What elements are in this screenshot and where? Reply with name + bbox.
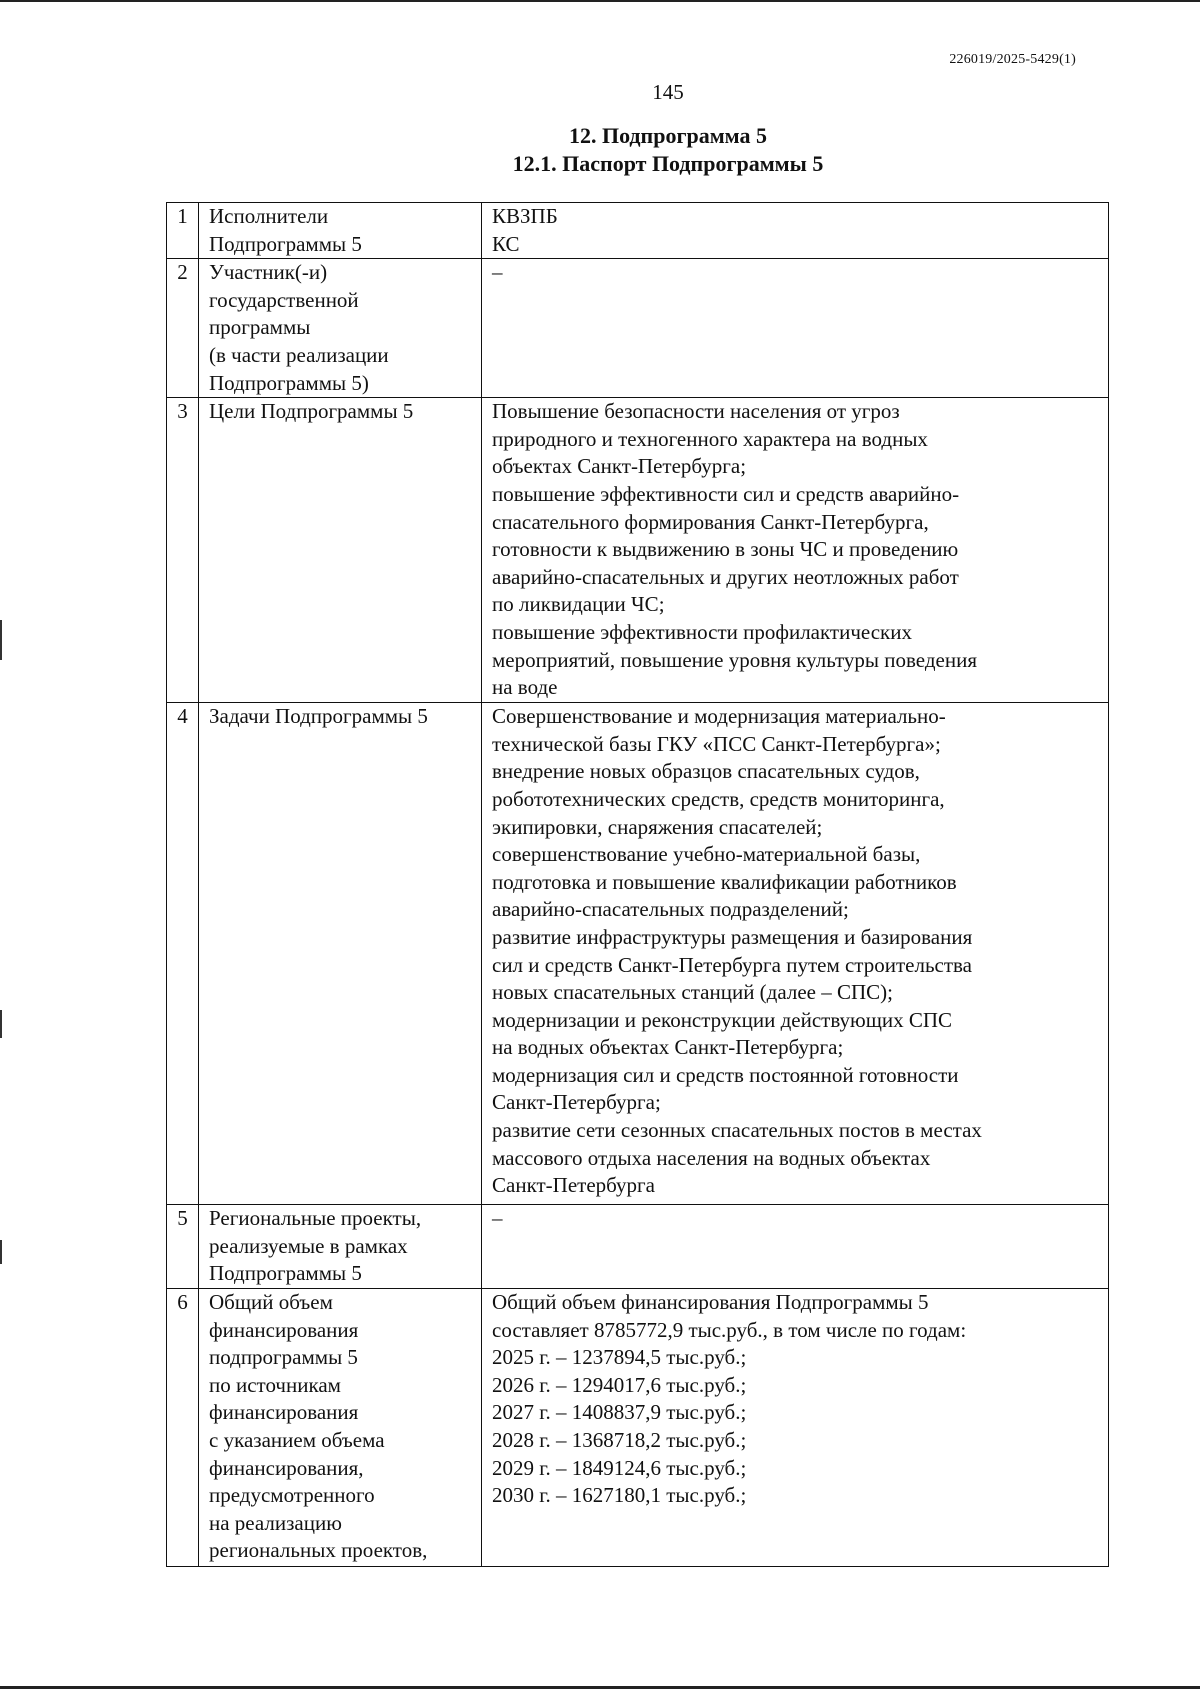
row-content-line: –: [492, 1206, 503, 1231]
document-id: 226019/2025-5429(1): [949, 52, 1076, 67]
table-row: [167, 703, 1109, 1205]
row-number: 6: [167, 1288, 199, 1566]
scan-edge-mark: [0, 1240, 2, 1264]
row-content-line: природного и техногенного характера на водных: [492, 426, 928, 451]
row-content-line: робототехнических средств, средств мониторинга,: [492, 786, 945, 811]
table-row: [167, 398, 1109, 703]
row-label-line: программы: [209, 315, 311, 340]
row-content-line: массового отдыха населения на водных объектах: [492, 1145, 931, 1170]
row-label-line: финансирования: [209, 1400, 359, 1425]
row-content-line: КС: [492, 231, 520, 256]
row-content-line: аварийно-спасательных подразделений;: [492, 897, 849, 922]
row-label: [199, 703, 482, 1205]
table-row: [167, 1288, 1109, 1566]
row-content-line: Повышение безопасности населения от угроз: [492, 399, 900, 424]
row-label-line: Подпрограммы 5: [209, 1261, 362, 1286]
row-content: [482, 1205, 1109, 1289]
row-label-line: с указанием объема: [209, 1427, 385, 1452]
row-content-line: совершенствование учебно-материальной базы,: [492, 842, 921, 867]
row-content-line: экипировки, снаряжения спасателей;: [492, 814, 823, 839]
row-content-line: Санкт-Петербурга: [492, 1173, 655, 1198]
row-label: [199, 398, 482, 703]
section-title: 12. Подпрограмма 5: [568, 123, 768, 148]
row-number: 1: [167, 203, 199, 259]
row-content-line: 2028 г. – 1368718,2 тыс.руб.;: [492, 1427, 747, 1452]
row-label: [199, 259, 482, 398]
row-label-line: Задачи Подпрограммы 5: [209, 704, 428, 729]
row-content-line: сил и средств Санкт-Петербурга путем строительства: [492, 952, 972, 977]
row-content: [482, 398, 1109, 703]
row-content-line: 2029 г. – 1849124,6 тыс.руб.;: [492, 1455, 747, 1480]
page-number: 145: [652, 80, 684, 104]
row-label-line: Исполнители: [209, 204, 329, 228]
row-content: [482, 259, 1109, 398]
row-content-line: модернизации и реконструкции действующих СПС: [492, 1007, 953, 1032]
row-content-line: 2027 г. – 1408837,9 тыс.руб.;: [492, 1400, 747, 1425]
row-content-line: подготовка и повышение квалификации работников: [492, 869, 957, 894]
row-label: [199, 203, 482, 259]
row-content-line: Общий объем финансирования Подпрограммы 5: [492, 1289, 929, 1314]
row-content-line: 2030 г. – 1627180,1 тыс.руб.;: [492, 1483, 747, 1508]
row-number: 5: [167, 1205, 199, 1289]
row-label-line: Общий объем: [209, 1289, 333, 1314]
row-content-line: развитие сети сезонных спасательных постов в местах: [492, 1118, 982, 1143]
row-content-line: мероприятий, повышение уровня культуры поведения: [492, 647, 977, 672]
row-content-line: 2025 г. – 1237894,5 тыс.руб.;: [492, 1345, 747, 1370]
table-row: [167, 1205, 1109, 1289]
row-content-line: технической базы ГКУ «ПСС Санкт-Петербурга»;: [492, 731, 941, 756]
row-label: [199, 1205, 482, 1289]
row-content: [482, 1288, 1109, 1566]
row-label-line: Цели Подпрограммы 5: [209, 399, 414, 424]
row-label: [199, 1288, 482, 1566]
row-label-line: Подпрограммы 5): [209, 370, 369, 395]
row-content-line: повышение эффективности профилактических: [492, 619, 912, 644]
row-number: 4: [167, 703, 199, 1205]
row-content-line: –: [492, 260, 503, 285]
row-label-line: финансирования: [209, 1317, 359, 1342]
row-content-line: Санкт-Петербурга;: [492, 1090, 661, 1115]
row-content-line: модернизация сил и средств постоянной готовности: [492, 1062, 959, 1087]
row-content-line: готовности к выдвижению в зоны ЧС и проведению: [492, 537, 959, 562]
row-content-line: составляет 8785772,9 тыс.руб., в том числе по годам:: [492, 1317, 967, 1342]
row-content-line: аварийно-спасательных и других неотложных работ: [492, 564, 959, 589]
row-content: [482, 703, 1109, 1205]
row-label-line: финансирования,: [209, 1455, 364, 1480]
row-label-line: на реализацию: [209, 1510, 342, 1535]
row-content-line: на воде: [492, 675, 558, 700]
table-row: [167, 203, 1109, 259]
scan-edge-mark: [0, 620, 2, 660]
table-row: [167, 259, 1109, 398]
row-number: 2: [167, 259, 199, 398]
row-label-line: региональных проектов,: [209, 1538, 428, 1563]
row-label-line: Участник(-и): [209, 260, 328, 285]
row-label-line: (в части реализации: [209, 342, 389, 367]
passport-table: [166, 202, 1109, 1567]
row-content-line: КВЗПБ: [492, 204, 558, 228]
scan-edge-mark: [0, 1010, 2, 1038]
row-content-line: спасательного формирования Санкт-Петербурга,: [492, 509, 929, 534]
row-content-line: на водных объектах Санкт-Петербурга;: [492, 1035, 844, 1060]
row-content-line: 2026 г. – 1294017,6 тыс.руб.;: [492, 1372, 747, 1397]
scan-top-edge: [0, 0, 1200, 2]
row-number: 3: [167, 398, 199, 703]
row-content-line: повышение эффективности сил и средств аварийно-: [492, 481, 960, 506]
row-label-line: предусмотренного: [209, 1483, 375, 1508]
row-label-line: по источникам: [209, 1372, 341, 1397]
row-label-line: государственной: [209, 287, 359, 312]
row-content-line: по ликвидации ЧС;: [492, 592, 665, 617]
row-content-line: новых спасательных станций (далее – СПС);: [492, 980, 893, 1005]
row-content-line: объектах Санкт-Петербурга;: [492, 454, 747, 479]
row-content-line: развитие инфраструктуры размещения и базирования: [492, 924, 973, 949]
row-label-line: Подпрограммы 5: [209, 231, 362, 256]
row-content-line: Совершенствование и модернизация материально-: [492, 704, 946, 729]
row-content-line: внедрение новых образцов спасательных судов,: [492, 759, 920, 784]
row-label-line: Региональные проекты,: [209, 1206, 422, 1231]
row-label-line: реализуемые в рамках: [209, 1233, 408, 1258]
row-label-line: подпрограммы 5: [209, 1345, 358, 1370]
section-subtitle: 12.1. Паспорт Подпрограммы 5: [512, 151, 824, 176]
row-content: [482, 203, 1109, 259]
